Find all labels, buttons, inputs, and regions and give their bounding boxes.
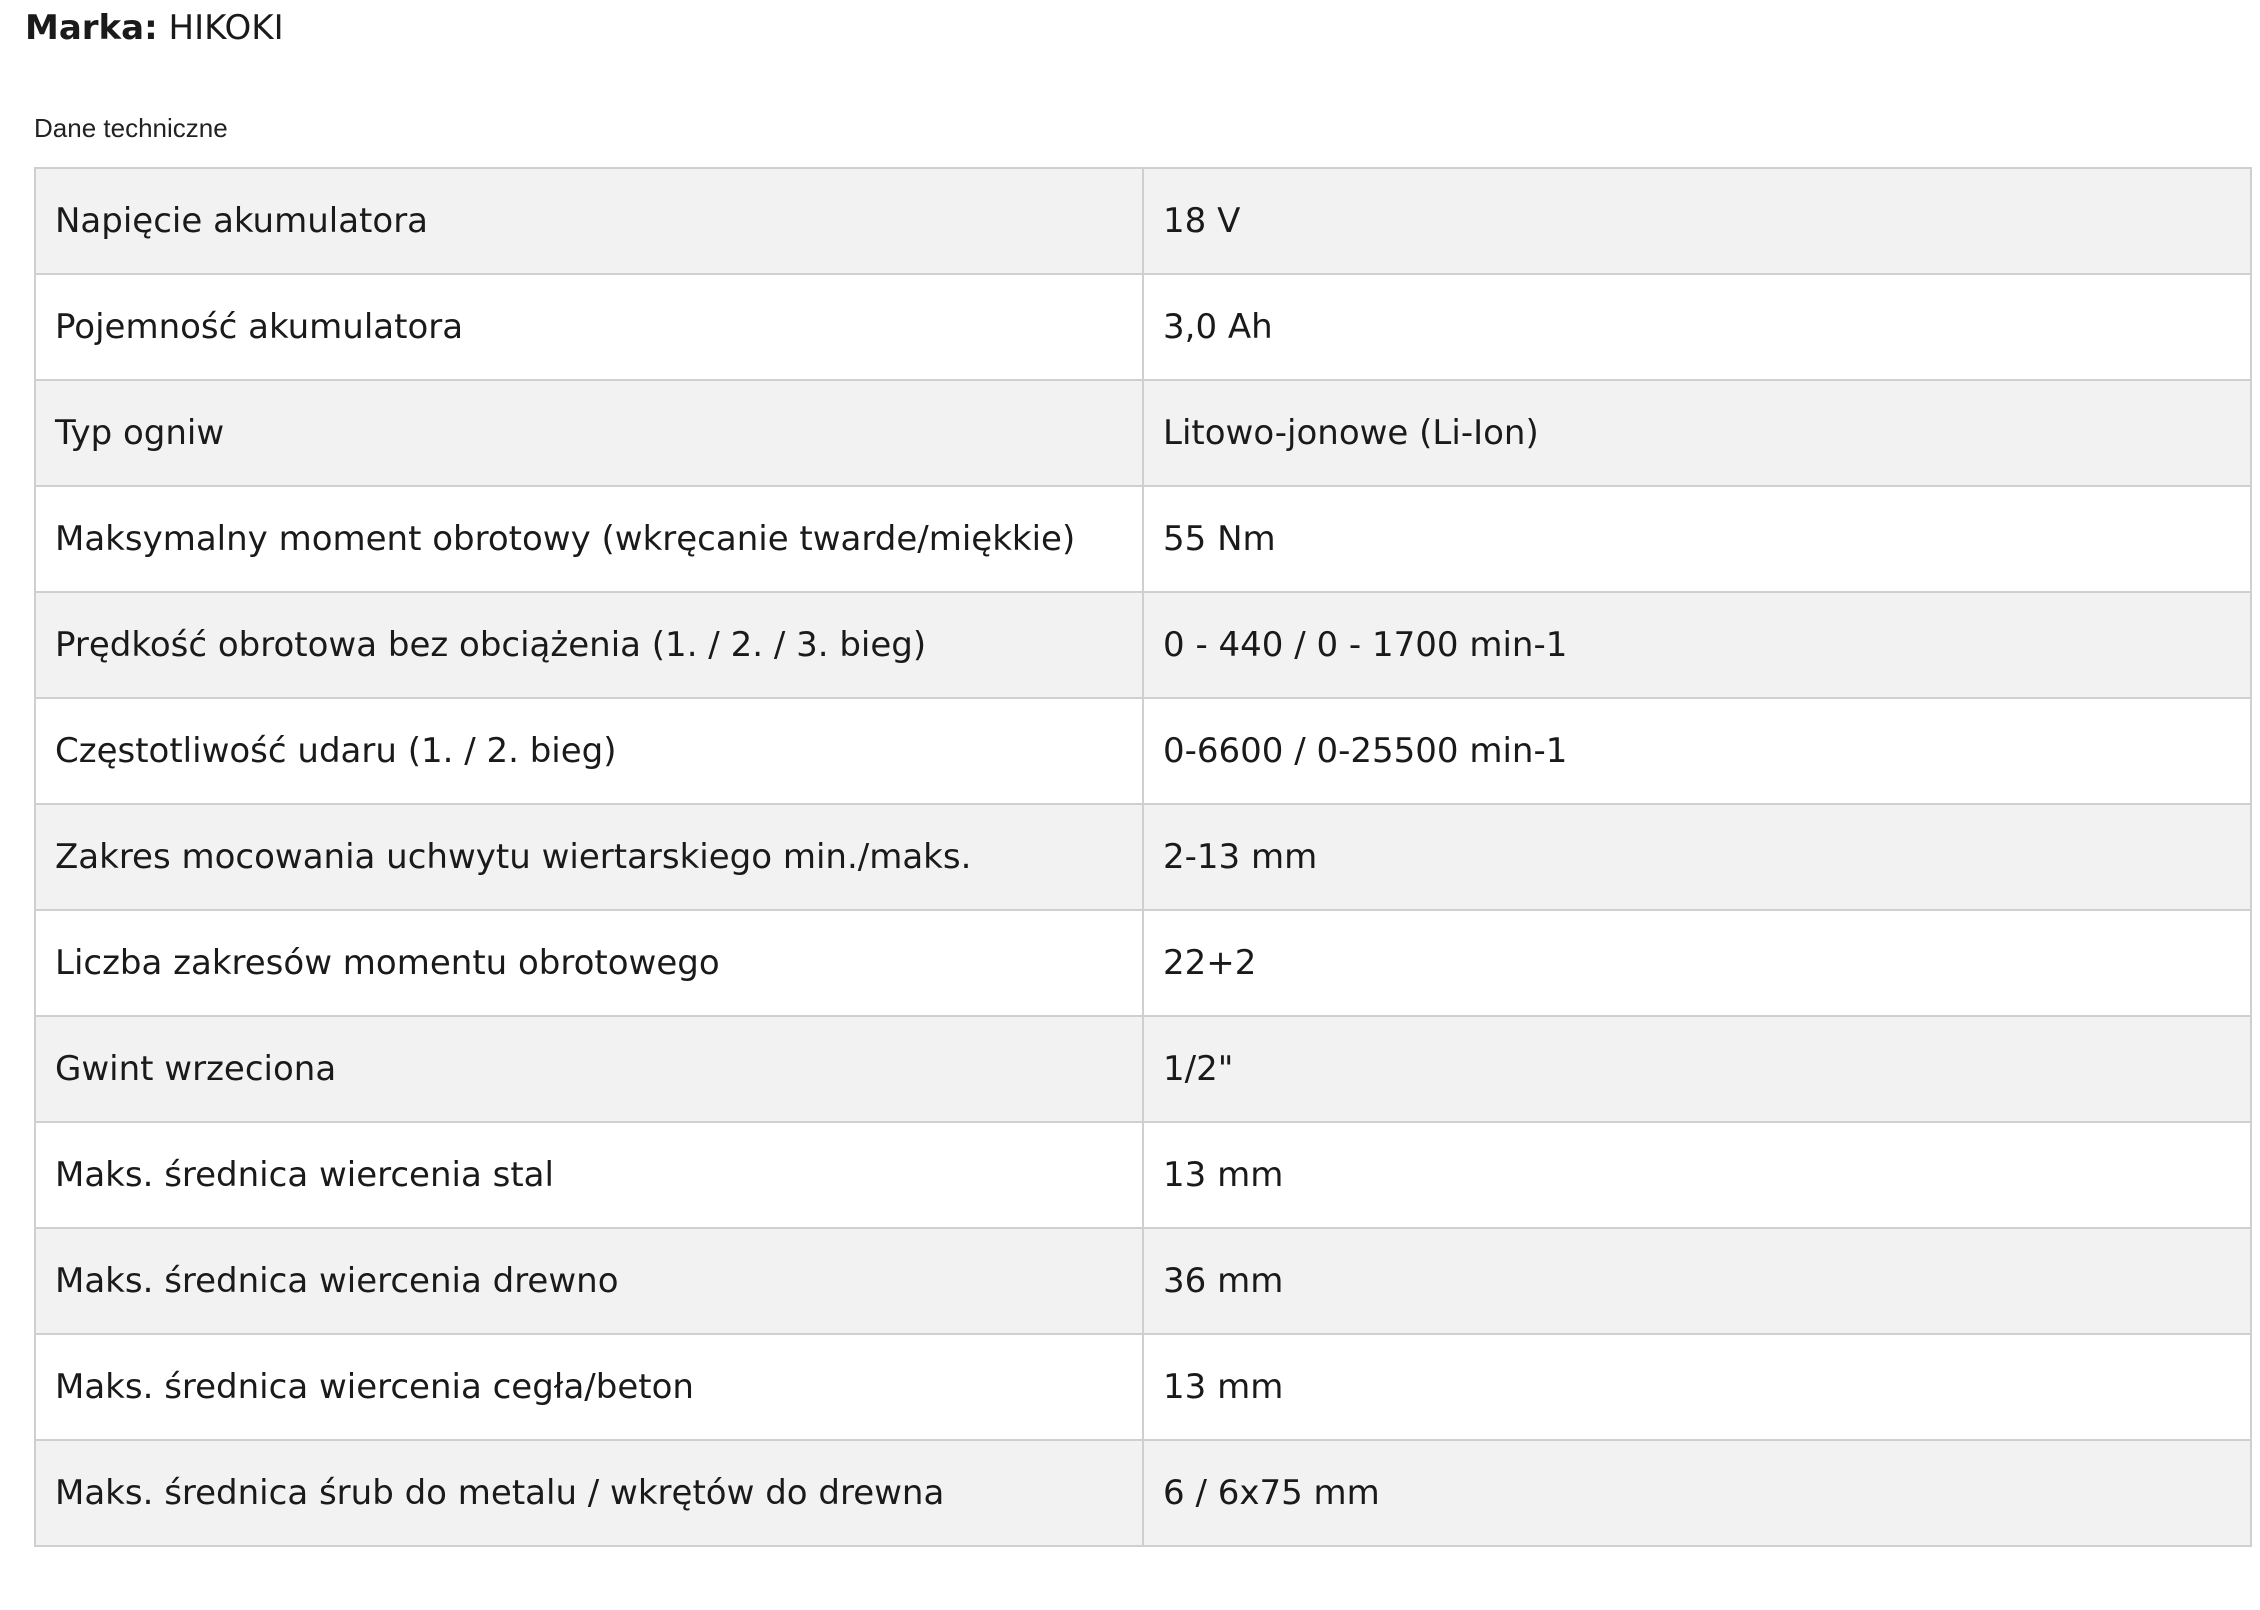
spec-value: 0 - 440 / 0 - 1700 min-1 [1143, 592, 2251, 698]
spec-value: Litowo-jonowe (Li-Ion) [1143, 380, 2251, 486]
table-row [35, 274, 2251, 380]
spec-name: Maksymalny moment obrotowy (wkręcanie twarde/miękkie) [35, 486, 1143, 592]
table-row [35, 486, 2251, 592]
spec-value: 1/2" [1143, 1016, 2251, 1122]
table-row [35, 380, 2251, 486]
table-row [35, 698, 2251, 804]
spec-value: 0-6600 / 0-25500 min-1 [1143, 698, 2251, 804]
table-row [35, 1122, 2251, 1228]
table-row [35, 1440, 2251, 1546]
spec-name: Maks. średnica wiercenia drewno [35, 1228, 1143, 1334]
spec-name: Częstotliwość udaru (1. / 2. bieg) [35, 698, 1143, 804]
spec-value: 55 Nm [1143, 486, 2251, 592]
spec-name: Napięcie akumulatora [35, 168, 1143, 274]
spec-value: 6 / 6x75 mm [1143, 1440, 2251, 1546]
spec-table [34, 167, 2252, 1547]
spec-value: 13 mm [1143, 1122, 2251, 1228]
spec-name: Maks. średnica śrub do metalu / wkrętów do drewna [35, 1440, 1143, 1546]
table-row [35, 168, 2251, 274]
table-row [35, 804, 2251, 910]
spec-value: 22+2 [1143, 910, 2251, 1016]
spec-name: Typ ogniw [35, 380, 1143, 486]
spec-name: Liczba zakresów momentu obrotowego [35, 910, 1143, 1016]
spec-name: Maks. średnica wiercenia stal [35, 1122, 1143, 1228]
table-row [35, 1228, 2251, 1334]
spec-value: 13 mm [1143, 1334, 2251, 1440]
spec-name: Zakres mocowania uchwytu wiertarskiego min./maks. [35, 804, 1143, 910]
table-row [35, 592, 2251, 698]
table-row [35, 910, 2251, 1016]
table-row [35, 1016, 2251, 1122]
spec-name: Prędkość obrotowa bez obciążenia (1. / 2. / 3. bieg) [35, 592, 1143, 698]
spec-name: Pojemność akumulatora [35, 274, 1143, 380]
spec-name: Gwint wrzeciona [35, 1016, 1143, 1122]
brand-label: Marka: [25, 8, 158, 48]
section-title: Dane techniczne [34, 113, 228, 143]
table-row [35, 1334, 2251, 1440]
spec-name: Maks. średnica wiercenia cegła/beton [35, 1334, 1143, 1440]
brand-line [25, 4, 284, 52]
spec-value: 18 V [1143, 168, 2251, 274]
spec-value: 3,0 Ah [1143, 274, 2251, 380]
spec-value: 36 mm [1143, 1228, 2251, 1334]
spec-value: 2-13 mm [1143, 804, 2251, 910]
brand-value: HIKOKI [168, 8, 284, 48]
